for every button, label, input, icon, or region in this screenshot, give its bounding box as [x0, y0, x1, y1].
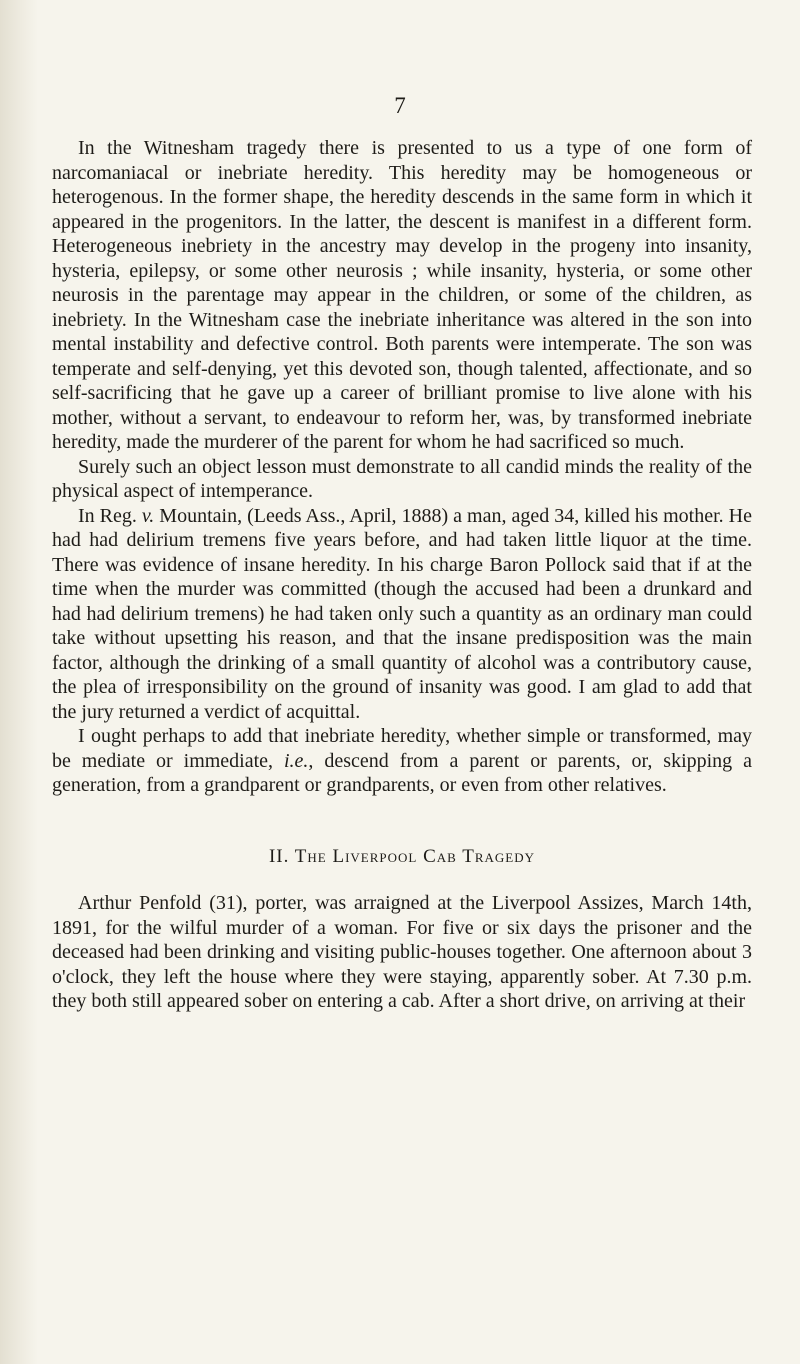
- paragraph-reg-mountain: [52, 504, 752, 725]
- reg-text-before: In Reg.: [78, 504, 142, 527]
- body-text: [52, 136, 752, 1014]
- paragraph-mediate-heredity: [52, 724, 752, 798]
- reg-text-after: Mountain, (Leeds Ass., April, 1888) a man, aged 34, killed his mother. He had had delirium tremens five years before, and had taken little liquor at the time. There was evidence of insane heredity. In his charge Baron Pollock said that if at the time when the murder was committed (though the accused had been a drunkard and had had delirium tremens) he had taken only such a quantity as an ordinary man could take without upsetting his reason, and that the insane predisposition was the main factor, although the drinking of a small quantity of alcohol was a contributory cause, the plea of irresponsibility on the ground of insanity was good. I am glad to add that the jury returned a verdict of acquittal.: [52, 504, 752, 723]
- section-heading: II. The Liverpool Cab Tragedy: [268, 845, 536, 867]
- paragraph-object-lesson: Surely such an object lesson must demonstrate to all candid minds the reality of the physical aspect of intemperance.: [52, 455, 752, 502]
- page-number: 7: [394, 93, 406, 118]
- reg-text-italic: v.: [141, 504, 155, 527]
- paragraph-penfold: Arthur Penfold (31), porter, was arraigned at the Liverpool Assizes, March 14th, 1891, for the wilful murder of a woman. For five or six days the prisoner and the deceased had been drinking and visiting public-houses together. One afternoon about 3 o'clock, they left the house where they were staying, apparently sober. At 7.30 p.m. they both still appeared sober on entering a cab. After a short drive, on arriving at their: [52, 892, 752, 1012]
- ie-text-before: I ought perhaps to add that inebriate heredity, whether simple or transformed, may be mediate or immediate,: [52, 725, 752, 772]
- binding-shadow: [0, 0, 38, 1364]
- ie-text-italic: i.e.: [283, 749, 309, 772]
- paragraph-witnesham: In the Witnesham tragedy there is presented to us a type of one form of narcomaniacal or inebriate heredity. This heredity may be homogeneous or heterogenous. In the former shape, the heredity descends in the same form in which it appeared in the progenitors. In the latter, the descent is manifest in a different form. Heterogeneous inebriety in the ancestry may develop in the progeny into insanity, hysteria, epilepsy, or some other neurosis ; while insanity, hysteria, or some other neurosis in the parentage may appear in the children, or some of the children, as inebriety. In the Witnesham case the inebriate inheritance was altered in the son into mental instability and defective control. Both parents were intemperate. The son was temperate and self-denying, yet this devoted son, though talented, affectionate, and so self-sacrificing that he gave up a career of brilliant promise to live alone with his mother, without a servant, to endeavour to reform her, was, by transformed inebriate heredity, made the murderer of the parent for whom he had sacrificed so much.: [52, 137, 752, 453]
- ie-text-after: , descend from a parent or parents, or, skipping a generation, from a grandparent or grandparents, or even from other relatives.: [52, 749, 752, 796]
